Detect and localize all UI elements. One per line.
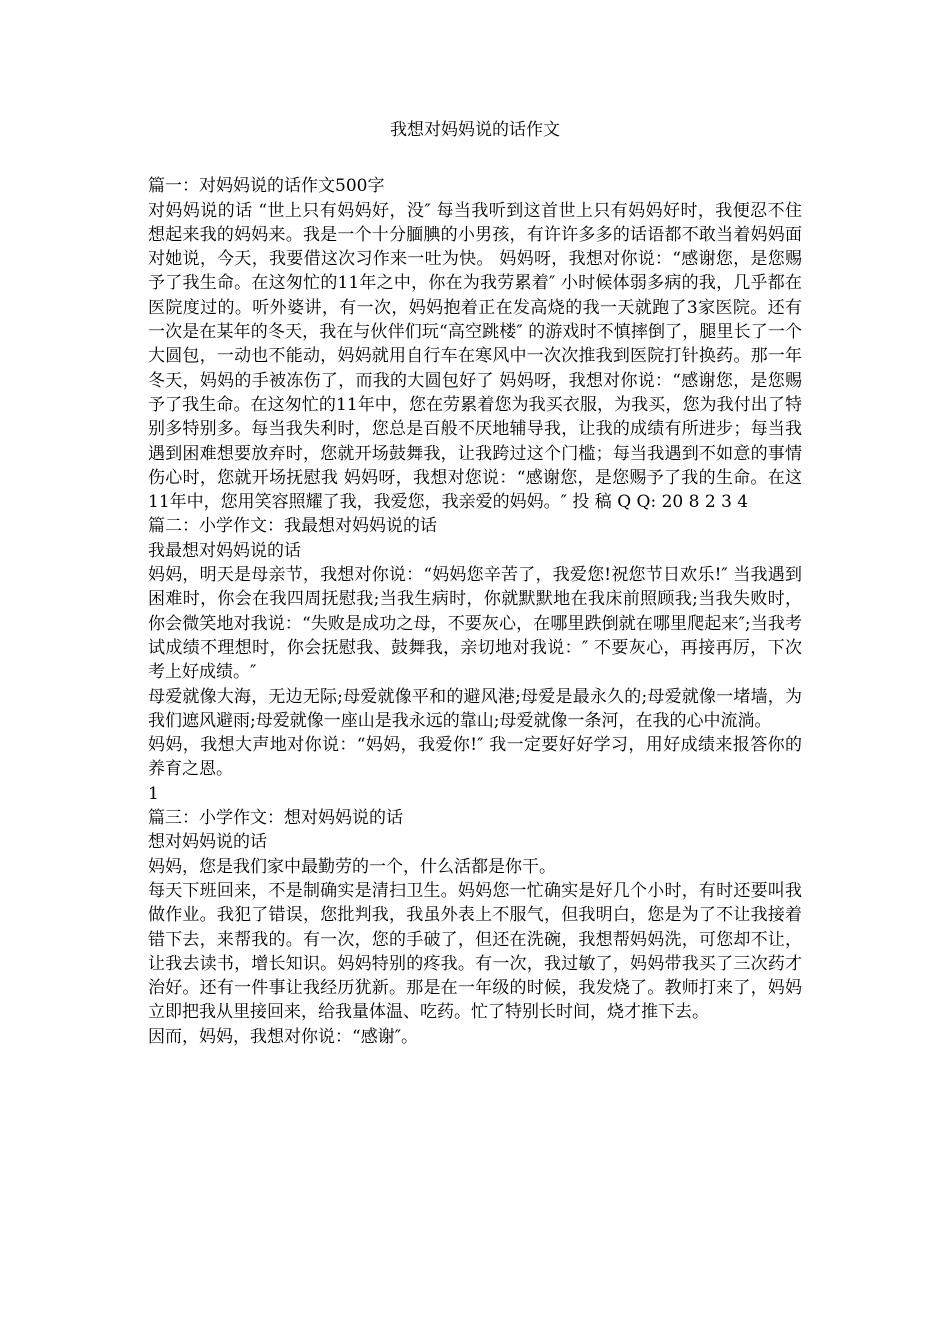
section-heading-3: 篇三：小学作文：想对妈妈说的话 — [148, 808, 403, 829]
paragraph: 妈妈，明天是母亲节，我想对你说：“妈妈您辛苦了，我爱您!祝您节日欢乐!″ 当我遇到困难时，你会在我四周抚慰我;当我生病时，你就默默地在我床前照顾我;当我失败时，你会微笑地对我说：“失败是成功之母，不要灰心，在哪里跌倒就在哪里爬起来″;当我考试成绩不理想时，你会抚慰我、鼓舞我，亲切地对我说：″ 不要灰心，再接再厉，下次考上好成绩。″ — [148, 565, 802, 683]
paragraph: 妈妈，我想大声地对你说：“妈妈，我爱你!″ 我一定要好好学习，用好成绩来报答你的养育之恩。 — [148, 735, 802, 780]
paragraph: 每天下班回来，不是制确实是清扫卫生。妈妈您一忙确实是好几个小时，有时还要叫我做作业。我犯了错误，您批判我，我虽外表上不服气，但我明白，您是为了不让我接着错下去，来帮我的。有一次，您的手破了，但还在洗碗，我想帮妈妈洗，可您却不让，让我去读书，增长知识。妈妈特别的疼我。有一次，我过敏了，妈妈带我买了三次药才治好。还有一件事让我经历犹新。那是在一年级的时候，我发烧了。教师打来了，妈妈立即把我从里接回来，给我量体温、吃药。忙了特别长时间，烧才推下去。 — [148, 880, 802, 1023]
document-page — [148, 118, 802, 1049]
paragraph: 母爱就像大海，无边无际;母爱就像平和的避风港;母爱是最永久的;母爱就像一堵墙，为我们遮风避雨;母爱就像一座山是我永远的靠山;母爱就像一条河，在我的心中流淌。 — [148, 686, 802, 731]
paragraph: 对妈妈说的话 “世上只有妈妈好，没″ 每当我听到这首世上只有妈妈好时，我便忍不住想起来我的妈妈来。我是一个十分腼腆的小男孩，有许许多多的话语都不敢当着妈妈面对她说，今天，我要借这次习作来一吐为快。 妈妈呀，我想对你说：“感谢您，是您赐予了我生命。在这匆忙的11年之中，你在为我劳累着″ 小时候体弱多病的我，几乎都在医院度过的。听外婆讲，有一次，妈妈抱着正在发高烧的我一天就跑了3家医院。还有一次是在某年的冬天，我在与伙伴们玩“高空跳楼″ 的游戏时不慎摔倒了，腿里长了一个大圆包，一动也不能动，妈妈就用自行车在寒风中一次次推我到医院打针换药。那一年冬天，妈妈的手被冻伤了，而我的大圆包好了 妈妈呀，我想对你说：“感谢您，是您赐予了我生命。在这匆忙的11年中，您在劳累着您为我买衣服，为我买，您为我付出了特别多特别多。每当我失利时，您总是百般不厌地辅导我，让我的成绩有所进步；每当我遇到困难想要放弃时，您就开场鼓舞我，让我跨过这个门槛；每当我遇到不如意的事情伤心时，您就开场抚慰我 妈妈呀，我想对您说：“感谢您，是您赐予了我的生命。在这11年中，您用笑容照耀了我，我爱您，我亲爱的妈妈。″ 投 稿 Q Q: 20 8 2 3 4 — [148, 200, 802, 513]
subheading: 想对妈妈说的话 — [148, 832, 267, 853]
page-number: 1 — [148, 783, 159, 804]
section-heading-1: 篇一：对妈妈说的话作文500字 — [148, 176, 385, 197]
paragraph: 妈妈，您是我们家中最勤劳的一个，什么活都是你干。 — [148, 856, 556, 877]
document-title: 我想对妈妈说的话作文 — [390, 120, 560, 140]
section-heading-2: 篇二：小学作文：我最想对妈妈说的话 — [148, 516, 437, 537]
paragraph: 因而，妈妈，我想对你说：“感谢″。 — [148, 1026, 419, 1047]
subheading: 我最想对妈妈说的话 — [148, 540, 301, 561]
